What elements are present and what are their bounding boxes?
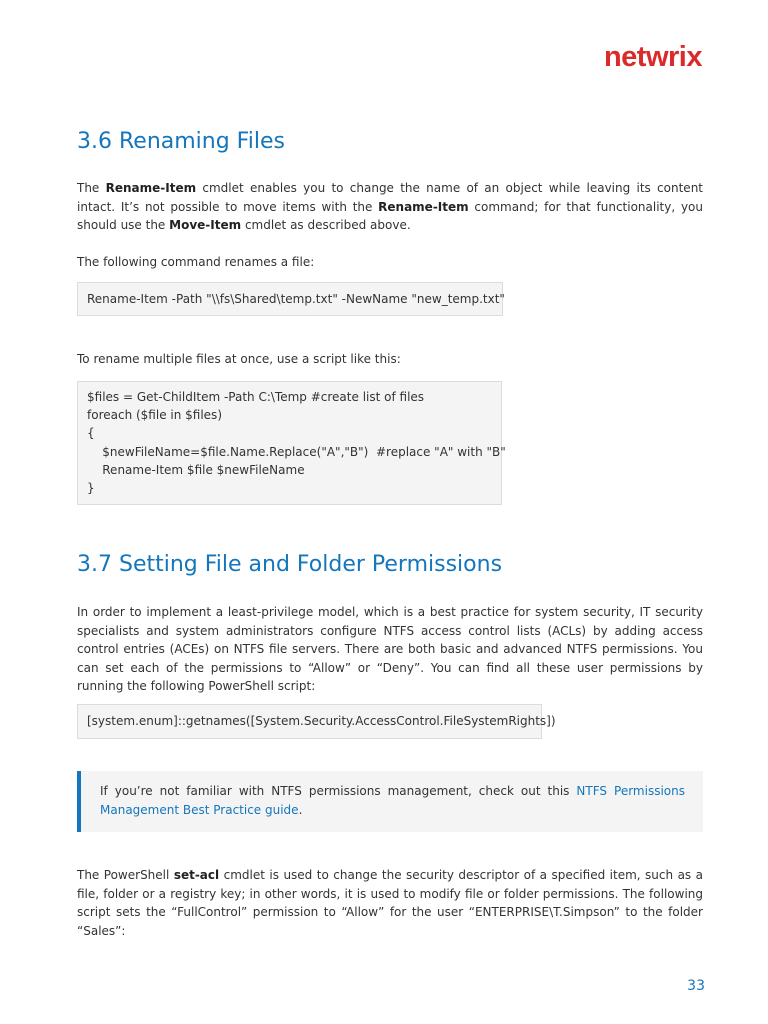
callout-end-text: . — [298, 803, 303, 817]
callout-text — [100, 782, 685, 820]
set-acl-text-2: cmdlet is used to change the security descriptor of a specified item, such as a file, folder or a registry key; in other words, it is used to modify file or folder permissions. The following script sets the “FullControl” permission to “Allow” for the user “ENTERPRISE\T.Simpson” to the folder “Sales”: — [77, 868, 703, 938]
intro-text-2: cmdlet enables you to change the name of an object while leaving its content intact. It’s not possible to move items with the — [77, 181, 703, 214]
rename-file-code-block: Rename-Item -Path "\\fs\Shared\temp.txt" -NewName "new_temp.txt" — [77, 282, 503, 316]
getnames-code-block: [system.enum]::getnames([System.Security.AccessControl.FileSystemRights]) — [77, 704, 542, 739]
page-number: 33 — [687, 978, 705, 994]
netwrix-logo: netwrix — [603, 41, 702, 73]
set-acl-paragraph — [77, 866, 703, 940]
ntfs-guide-callout — [77, 771, 703, 832]
set-acl-term: set-acl — [173, 868, 220, 882]
rename-multiple-files-code-block: $files = Get-ChildItem -Path C:\Temp #create list of files foreach ($file in $files) { $newFileName=$file.Name.Replace("A","B") #replace "A" with "B" Rename-Item $file $newFileName } — [77, 381, 502, 505]
intro-text-4: cmdlet as described above. — [241, 218, 411, 232]
set-acl-text-1: The PowerShell — [77, 868, 174, 882]
ntfs-best-practice-guide-link[interactable]: NTFS Permissions Management Best Practice guide — [100, 784, 685, 817]
permissions-intro-paragraph: In order to implement a least-privilege model, which is a best practice for system security, IT security specialists and system administrators configure NTFS access control lists (ACLs) by adding access control entries (ACEs) on NTFS file servers. There are both basic and advanced NTFS permissions. You can set each of the permissions to “Allow” or “Deny”. You can find all these user permissions by running the following PowerShell script: — [77, 605, 703, 693]
rename-item-term-2: Rename-Item — [378, 199, 469, 214]
rename-single-file-text: The following command renames a file: — [77, 255, 315, 269]
rename-multiple-files-text: To rename multiple files at once, use a script like this: — [77, 352, 401, 366]
rename-item-intro-paragraph — [77, 179, 703, 235]
move-item-term: Move-Item — [169, 218, 242, 232]
section-heading-file-folder-permissions: 3.7 Setting File and Folder Permissions — [77, 552, 503, 577]
intro-text-3: command; for that functionality, you should use the — [77, 199, 703, 232]
intro-text-1: The — [77, 181, 106, 195]
rename-item-term: Rename-Item — [105, 181, 197, 195]
section-heading-renaming-files: 3.6 Renaming Files — [77, 129, 285, 154]
callout-lead-text: If you’re not familiar with NTFS permissions management, check out this — [100, 784, 577, 798]
